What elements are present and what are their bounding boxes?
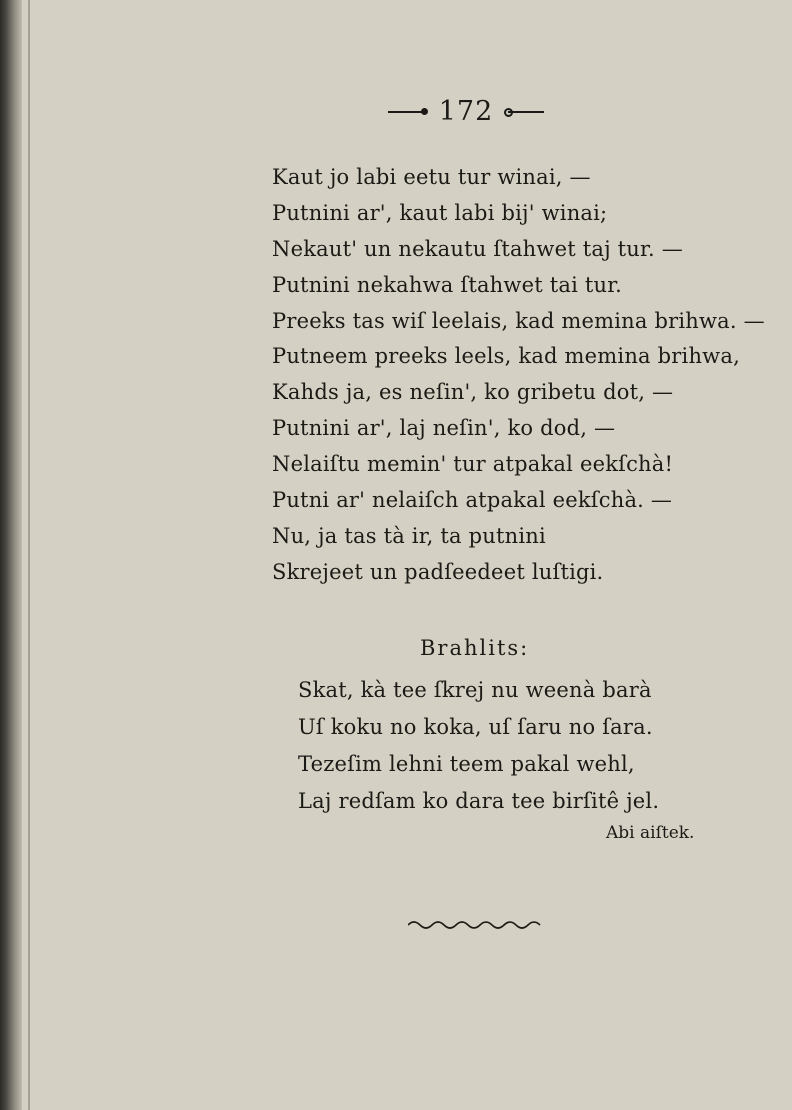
poem-line: Putneem preeks leels, kad memina brihwa, <box>272 344 740 369</box>
poem-line: Nekaut' un nekautu ſtahwet taj tur. — <box>272 236 683 261</box>
poem-line: Putni ar' nelaiſch atpakal eekſchà. — <box>272 488 673 513</box>
header-ornament-left <box>388 111 424 113</box>
poem-line: Putnini ar', laj neſin', ko dod, — <box>272 416 616 441</box>
page-number: 172 <box>438 96 494 127</box>
poem-line: Preeks tas wiſ leelais, kad memina brihwa. — <box>272 308 765 333</box>
poem-line: Kahds ja, es neſin', ko gribetu dot, — <box>272 380 674 405</box>
header-ornament-right <box>508 111 544 113</box>
poem-line: Nu, ja tas tà ir, ta putnini <box>272 523 546 548</box>
verse-line: Skat, kà tee ſkrej nu weenà barà <box>298 678 652 702</box>
spine-crease <box>28 0 30 1110</box>
page-header <box>0 94 792 130</box>
poem-stanza <box>272 160 792 591</box>
poem-line: Putnini nekahwa ſtahwet tai tur. <box>272 272 623 297</box>
verse-line: Laj redſam ko dara tee birſitê jel. <box>298 789 660 813</box>
poem-line: Kaut jo labi eetu tur winai, — <box>272 165 591 189</box>
verse-line: Uſ koku no koka, uſ ſaru no ſara. <box>298 715 653 739</box>
speaker-heading: Brahlits: <box>420 636 530 660</box>
book-spine-edge <box>0 0 22 1110</box>
stage-direction: Abi aiſtek. <box>606 823 695 843</box>
poem-line: Skrejeet un padſeedeet luſtigi. <box>272 559 604 584</box>
end-ornament <box>408 918 542 932</box>
verse-line: Tezeſim lehni teem pakal wehl, <box>298 752 635 776</box>
poem-line: Nelaiſtu memin' tur atpakal eekſchà! <box>272 452 674 477</box>
verse-stanza <box>298 672 768 820</box>
poem-line: Putnini ar', kaut labi bij' winai; <box>272 200 608 225</box>
